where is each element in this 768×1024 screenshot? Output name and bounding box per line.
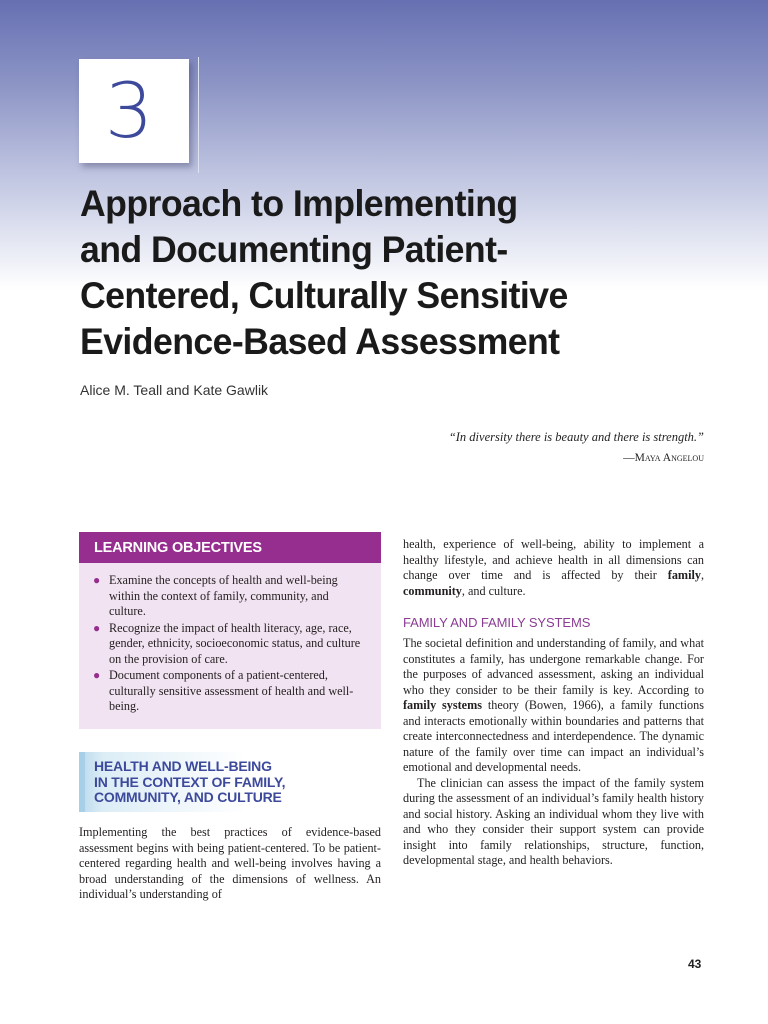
- paragraph-text: , and culture.: [461, 583, 526, 598]
- paragraph-text: health, experience of well-being, ability to implement a healthy lifestyle, and achieve health in all dimensions can change over time and is affected by their: [403, 537, 704, 582]
- section-heading-line: HEALTH AND WELL-BEING: [94, 758, 272, 774]
- chapter-number: 3: [104, 66, 154, 155]
- page-number: 43: [688, 957, 702, 971]
- objective-text: Document components of a patient-centered, culturally sensitive assessment of health and well-being.: [109, 668, 354, 713]
- learning-objectives-list: [79, 563, 381, 715]
- objective-item: [93, 620, 367, 668]
- section-heading-box: [79, 752, 381, 812]
- subheading: FAMILY AND FAMILY SYSTEMS: [403, 615, 591, 630]
- chapter-title: Approach to Implementing and Documenting Patient-Centered, Culturally Sensitive Evidence-Based Assessment: [80, 182, 568, 362]
- section-heading-line: COMMUNITY, AND CULTURE: [94, 789, 282, 805]
- learning-objectives-heading: LEARNING OBJECTIVES: [79, 532, 381, 563]
- bullet-icon: ●: [93, 573, 101, 587]
- chapter-number-box: [79, 59, 189, 163]
- epigraph: [449, 430, 704, 464]
- objective-text: Recognize the impact of health literacy, age, race, gender, ethnicity, socioeconomic status, and culture on the provision of care.: [109, 620, 361, 666]
- section-heading-accent: [79, 752, 85, 812]
- key-term: community: [403, 583, 462, 598]
- right-column: [403, 537, 704, 869]
- family-assessment-paragraph: The clinician can assess the impact of the family system during the assessment of an individual’s family health history and social history. Asking an individual whom they live with and who they consider their support system can provide insight into family relationships, structure, function, developmental stage, and health behaviors.: [403, 775, 704, 867]
- epigraph-quote: “In diversity there is beauty and there is strength.”: [448, 430, 704, 444]
- section-paragraph: Implementing the best practices of evidence-based assessment begins with being patient-centered. To be patient-centered regarding health and well-being involves having a broad understanding of the dimensions of wellness. An individual’s understanding of: [79, 825, 381, 901]
- objective-item: [93, 573, 367, 620]
- learning-objectives-box: [79, 532, 381, 729]
- paragraph-text: ,: [700, 568, 704, 582]
- section-heading: [94, 759, 285, 806]
- continuation-paragraph: [403, 537, 704, 599]
- family-systems-paragraph: [403, 636, 704, 776]
- key-term: family systems: [403, 698, 482, 712]
- key-term: family: [667, 568, 701, 582]
- left-column-body: [79, 825, 381, 903]
- bullet-icon: ●: [93, 668, 101, 682]
- section-heading-line: IN THE CONTEXT OF FAMILY,: [94, 773, 286, 790]
- chapter-divider: [198, 57, 199, 173]
- paragraph-text: theory (Bowen, 1966), a family functions and interacts emotionally within boundaries and patterns that create interconnectedness and interdependence. The dynamic nature of the family over time can impact an individual’s emotional and developmental needs.: [403, 698, 704, 774]
- objective-text: Examine the concepts of health and well-being within the context of family, community, and culture.: [109, 573, 338, 618]
- chapter-authors: Alice M. Teall and Kate Gawlik: [80, 382, 269, 398]
- paragraph-text: The societal definition and understanding of family, and what constitutes a family, has undergone remarkable change. For the purposes of advanced assessment, asking an individual who they consider to be their family is key. According to: [403, 636, 704, 697]
- epigraph-author: —Maya Angelou: [623, 452, 704, 464]
- bullet-icon: ●: [93, 620, 101, 635]
- objective-item: [93, 668, 367, 715]
- epigraph-attribution: [449, 452, 704, 464]
